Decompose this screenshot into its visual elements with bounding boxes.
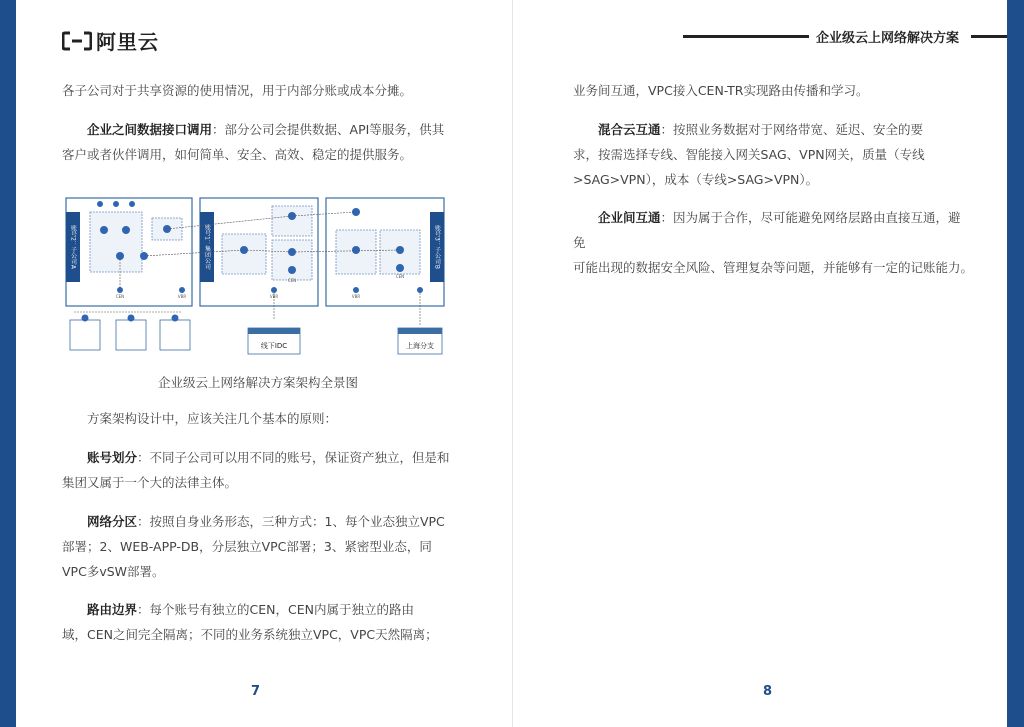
left-paragraph-2 <box>62 117 502 167</box>
account-a-label: 账号2：子公司A <box>69 225 77 269</box>
right-p2-line2: 求，按需选择专线、智能接入网关SAG、VPN网关，质量（专线 <box>573 147 925 162</box>
left-paragraph-6 <box>62 597 502 647</box>
logo <box>62 26 159 55</box>
left-p2-line1: ：部分公司会提供数据、API等服务，供其 <box>212 122 445 137</box>
cen-label-b: CEN <box>395 274 405 279</box>
cen-label-group: CEN <box>287 278 297 283</box>
account-group-label: 账号1：集团公司 <box>203 224 211 270</box>
account-b-label: 账号3：子公司B <box>433 225 441 269</box>
right-paragraph-3 <box>573 205 973 280</box>
right-paragraph-2 <box>573 117 973 192</box>
left-page <box>16 0 512 727</box>
left-p5-line2: 部署；2、WEB-APP-DB，分层独立VPC部署；3、紧密型业态，同 <box>62 539 432 554</box>
architecture-diagram <box>60 190 450 360</box>
left-paragraph-1: 各子公司对于共享资源的使用情况，用于内部分账或成本分摊。 <box>62 83 413 98</box>
left-p5-line1: ：按照自身业务形态，三种方式：1、每个业态独立VPC <box>137 514 445 529</box>
logo-text: 阿里云 <box>96 30 159 54</box>
figure-caption: 企业级云上网络解决方案架构全景图 <box>157 375 358 390</box>
aliyun-logo-icon <box>62 31 92 51</box>
right-p3-line1: ：因为属于合作，尽可能避免网络层路由直接互通，避免 <box>573 210 961 250</box>
account-division-heading: 账号划分 <box>87 450 138 465</box>
vbr-label-a: VBR <box>177 294 187 299</box>
network-zone-heading: 网络分区 <box>87 514 138 529</box>
cen-label-a: CEN <box>115 294 125 299</box>
vbr-label-b: VBR <box>351 294 361 299</box>
left-p4-line2: 集团又属于一个大的法律主体。 <box>62 475 238 490</box>
left-paragraph-5 <box>62 509 502 584</box>
api-call-heading: 企业之间数据接口调用 <box>87 122 213 137</box>
right-paragraph-1: 业务间互通，VPC接入CEN-TR实现路由传播和学习。 <box>573 83 869 98</box>
page-number-right: 8 <box>763 684 773 699</box>
left-p6-line2: 域，CEN之间完全隔离；不同的业务系统独立VPC，VPC天然隔离； <box>62 627 438 642</box>
header-title: 企业级云上网络解决方案 <box>815 31 959 46</box>
left-p6-line1: ：每个账号有独立的CEN，CEN内属于独立的路由 <box>137 602 414 617</box>
header-rule-end <box>971 35 1007 38</box>
page-number-left: 7 <box>251 684 261 699</box>
right-p2-line1: ：按照业务数据对于网络带宽、延迟、安全的要 <box>660 122 924 137</box>
left-paragraph-3: 方案架构设计中，应该关注几个基本的原则： <box>87 411 338 426</box>
left-p5-line3: VPC多vSW部署。 <box>62 564 165 579</box>
header-rule <box>683 35 809 38</box>
left-p4-line1: ：不同子公司可以用不同的账号，保证资产独立，但是和 <box>137 450 450 465</box>
right-p2-line3: >SAG>VPN），成本（专线>SAG>VPN）。 <box>573 172 819 187</box>
left-p2-line2: 客户或者伙伴调用，如何简单、安全、高效、稳定的提供服务。 <box>62 147 413 162</box>
right-p3-line2: 可能出现的数据安全风险、管理复杂等问题，并能够有一定的记账能力。 <box>573 260 974 275</box>
route-boundary-heading: 路由边界 <box>87 602 138 617</box>
idc-label: 线下IDC <box>260 342 288 350</box>
right-page <box>512 0 1007 727</box>
hybrid-cloud-heading: 混合云互通 <box>598 122 661 137</box>
branch-label: 上海分支 <box>406 342 434 350</box>
enterprise-interconnect-heading: 企业间互通 <box>598 210 661 225</box>
vbr-label-group: VBR <box>269 294 279 299</box>
left-paragraph-4 <box>62 445 502 495</box>
